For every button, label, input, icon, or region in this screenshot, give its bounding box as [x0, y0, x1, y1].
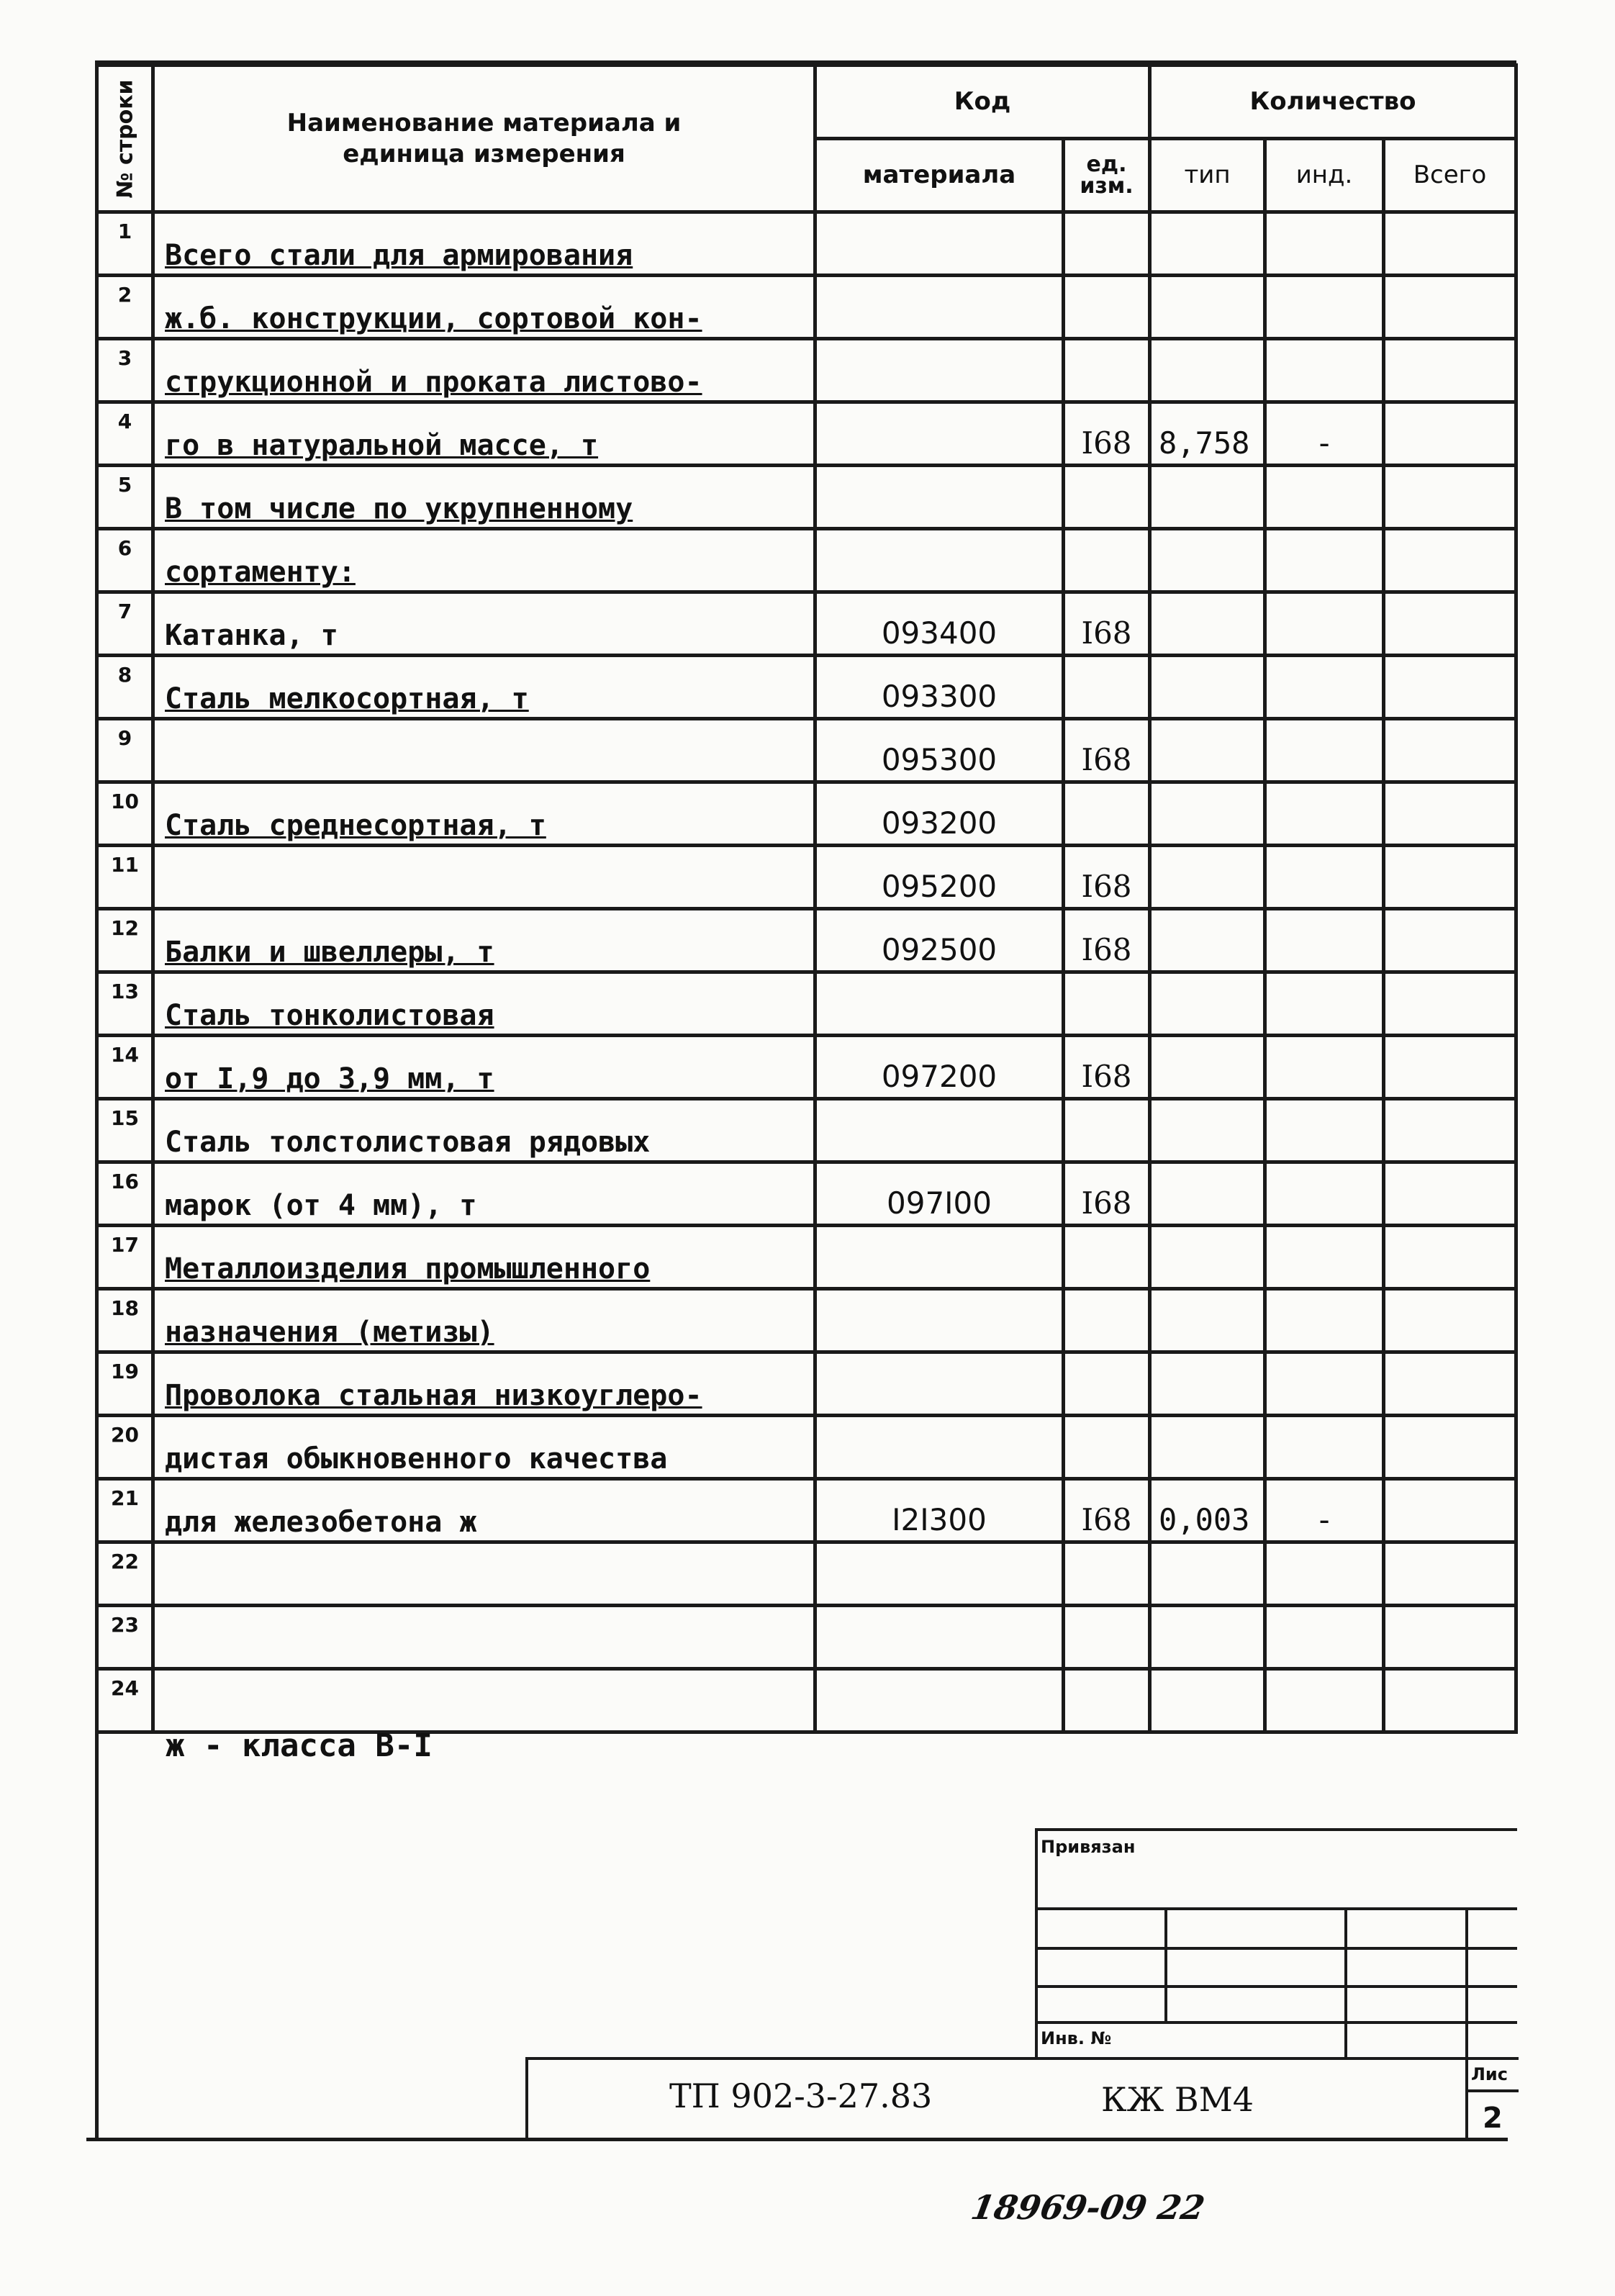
qty-total: [1384, 656, 1516, 719]
table-row: [97, 1352, 1516, 1416]
material-code: [815, 972, 1064, 1036]
table-row: [97, 1606, 1516, 1669]
material-code: [815, 402, 1064, 466]
material-code: 097I00: [815, 1162, 1064, 1226]
material-name: назначения (метизы): [153, 1289, 815, 1352]
unit-code: [1064, 656, 1150, 719]
material-name: Сталь толстолистовая рядовых: [153, 1099, 815, 1162]
unit-code: [1064, 1226, 1150, 1289]
qty-total: [1384, 1226, 1516, 1289]
qty-ind: [1265, 1352, 1384, 1416]
unit-code: [1064, 276, 1150, 339]
linked-label: Привязан: [1041, 1837, 1136, 1857]
qty-ind: -: [1265, 402, 1384, 466]
qty-total: [1384, 1542, 1516, 1606]
qty-total: [1384, 1162, 1516, 1226]
row-number: 24: [97, 1669, 153, 1732]
row-number: 6: [97, 529, 153, 592]
qty-typ: [1150, 782, 1265, 846]
material-code-header: материала: [815, 139, 1064, 212]
table-row: [97, 1542, 1516, 1606]
qty-typ: [1150, 1162, 1265, 1226]
qty-ind: -: [1265, 1479, 1384, 1542]
unit-code: I68: [1064, 846, 1150, 909]
row-number: 18: [97, 1289, 153, 1352]
table-row: [97, 656, 1516, 719]
qty-typ: [1150, 212, 1265, 276]
material-name: Всего стали для армирования: [153, 212, 815, 276]
row-number: 7: [97, 592, 153, 656]
qty-typ: [1150, 1669, 1265, 1732]
material-name: Проволока стальная низкоуглеро-: [153, 1352, 815, 1416]
stamp-v2: [1344, 1907, 1347, 2058]
material-code: I2I300: [815, 1479, 1064, 1542]
qty-total: [1384, 1099, 1516, 1162]
unit-code: [1064, 1352, 1150, 1416]
material-name: Катанка, т: [153, 592, 815, 656]
stamp-v1: [1164, 1907, 1167, 2022]
material-name: Сталь мелкосортная, т: [153, 656, 815, 719]
sheet-number: 2: [1483, 2102, 1503, 2135]
inventory-label: Инв. №: [1041, 2028, 1112, 2048]
material-name: Металлоизделия промышленного: [153, 1226, 815, 1289]
qty-total: [1384, 1352, 1516, 1416]
qty-typ: 8,758: [1150, 402, 1265, 466]
material-code: [815, 1606, 1064, 1669]
unit-code: I68: [1064, 1036, 1150, 1099]
qty-ind: [1265, 846, 1384, 909]
material-name: [153, 846, 815, 909]
qty-ind: [1265, 466, 1384, 529]
material-name: В том числе по укрупненному: [153, 466, 815, 529]
code-group-header: Код: [815, 65, 1150, 139]
material-code: 095200: [815, 846, 1064, 909]
row-number-header: № строки: [97, 65, 153, 212]
quantity-group-header: Количество: [1150, 65, 1516, 139]
qty-typ: [1150, 276, 1265, 339]
material-code: [815, 1226, 1064, 1289]
stamp-v3: [1465, 1907, 1468, 2058]
table-row: [97, 846, 1516, 909]
row-number: 11: [97, 846, 153, 909]
unit-code: I68: [1064, 909, 1150, 972]
table-row: [97, 1036, 1516, 1099]
material-name: дистая обыкновенного качества: [153, 1416, 815, 1479]
qty-total: [1384, 1479, 1516, 1542]
qty-typ: [1150, 1352, 1265, 1416]
qty-total: [1384, 212, 1516, 276]
qty-ind: [1265, 1162, 1384, 1226]
qty-typ: [1150, 719, 1265, 782]
qty-total: [1384, 529, 1516, 592]
qty-total: [1384, 846, 1516, 909]
material-name: [153, 1606, 815, 1669]
row-number: 3: [97, 339, 153, 402]
row-number: 8: [97, 656, 153, 719]
row-number: 14: [97, 1036, 153, 1099]
qty-typ: [1150, 1606, 1265, 1669]
table-row: [97, 212, 1516, 276]
unit-code: [1064, 972, 1150, 1036]
unit-code: [1064, 529, 1150, 592]
table-row: [97, 1099, 1516, 1162]
material-name-header: Наименование материала и единица измерения: [153, 65, 815, 212]
table-row: [97, 909, 1516, 972]
row-number: 13: [97, 972, 153, 1036]
qty-ind: [1265, 1542, 1384, 1606]
material-name: ж.б. конструкции, сортовой кон-: [153, 276, 815, 339]
qty-ind-header: инд.: [1265, 139, 1384, 212]
unit-code: [1064, 466, 1150, 529]
qty-typ: [1150, 1226, 1265, 1289]
material-code: 095300: [815, 719, 1064, 782]
material-name: [153, 1542, 815, 1606]
material-name: для железобетона ж: [153, 1479, 815, 1542]
material-name: струкционной и проката листово-: [153, 339, 815, 402]
material-code: [815, 1416, 1064, 1479]
title-block-sheet-hline: [1465, 2089, 1519, 2092]
qty-typ: [1150, 909, 1265, 972]
unit-code: [1064, 1606, 1150, 1669]
row-number: 22: [97, 1542, 153, 1606]
table-row: [97, 276, 1516, 339]
material-name: Сталь среднесортная, т: [153, 782, 815, 846]
materials-table: [95, 63, 1518, 1734]
qty-typ: [1150, 339, 1265, 402]
material-name: го в натуральной массе, т: [153, 402, 815, 466]
qty-total: [1384, 972, 1516, 1036]
stamp-outer-left: [1035, 1828, 1038, 2058]
table-row: [97, 466, 1516, 529]
title-block-sheet-divider: [1465, 2057, 1468, 2141]
designation-left: ТП 902-3-27.83: [669, 2076, 933, 2115]
frame-bottom-line: [86, 2138, 1508, 2141]
material-code: [815, 529, 1064, 592]
unit-code: I68: [1064, 592, 1150, 656]
material-code: [815, 1542, 1064, 1606]
qty-typ: [1150, 846, 1265, 909]
row-number: 20: [97, 1416, 153, 1479]
row-number: 1: [97, 212, 153, 276]
material-code: [815, 1669, 1064, 1732]
unit-code: [1064, 212, 1150, 276]
unit-code: [1064, 782, 1150, 846]
qty-total: [1384, 592, 1516, 656]
qty-total: [1384, 909, 1516, 972]
row-number: 15: [97, 1099, 153, 1162]
qty-total: [1384, 339, 1516, 402]
material-code: [815, 1352, 1064, 1416]
qty-ind: [1265, 719, 1384, 782]
qty-total: [1384, 1036, 1516, 1099]
qty-typ: [1150, 529, 1265, 592]
qty-total: [1384, 276, 1516, 339]
table-row: [97, 719, 1516, 782]
designation-right: КЖ ВМ4: [1101, 2080, 1254, 2119]
material-name: от I,9 до 3,9 мм, т: [153, 1036, 815, 1099]
qty-typ: [1150, 466, 1265, 529]
qty-ind: [1265, 592, 1384, 656]
row-number: 23: [97, 1606, 153, 1669]
qty-ind: [1265, 1289, 1384, 1352]
table-row: [97, 339, 1516, 402]
qty-ind: [1265, 276, 1384, 339]
material-name: [153, 719, 815, 782]
unit-code: I68: [1064, 719, 1150, 782]
stamp-h2: [1035, 1947, 1517, 1950]
qty-ind: [1265, 212, 1384, 276]
qty-ind: [1265, 782, 1384, 846]
qty-ind: [1265, 1036, 1384, 1099]
table-row: [97, 1162, 1516, 1226]
row-number: 4: [97, 402, 153, 466]
material-name: Сталь тонколистовая: [153, 972, 815, 1036]
stamp-h4: [1035, 2021, 1517, 2024]
qty-total: [1384, 1606, 1516, 1669]
table-row: [97, 592, 1516, 656]
table-row: [97, 1416, 1516, 1479]
qty-total: [1384, 1416, 1516, 1479]
qty-ind: [1265, 909, 1384, 972]
table-row: [97, 972, 1516, 1036]
table-row: [97, 402, 1516, 466]
archive-number: 18969-09 22: [968, 2188, 1208, 2227]
table-row: [97, 1479, 1516, 1542]
qty-typ: [1150, 1036, 1265, 1099]
row-number: 21: [97, 1479, 153, 1542]
qty-ind: [1265, 339, 1384, 402]
row-number: 9: [97, 719, 153, 782]
material-name: сортаменту:: [153, 529, 815, 592]
qty-total: [1384, 1289, 1516, 1352]
unit-code: I68: [1064, 402, 1150, 466]
title-block-left: [525, 2057, 528, 2141]
stamp-h3: [1035, 1985, 1517, 1988]
material-code: 093400: [815, 592, 1064, 656]
qty-total-header: Всего: [1384, 139, 1516, 212]
qty-typ: [1150, 972, 1265, 1036]
row-number: 10: [97, 782, 153, 846]
material-code: [815, 1289, 1064, 1352]
qty-ind: [1265, 1669, 1384, 1732]
material-code: [815, 466, 1064, 529]
row-number: 16: [97, 1162, 153, 1226]
qty-total: [1384, 719, 1516, 782]
table-row: [97, 1226, 1516, 1289]
footnote: ж - класса B-I: [166, 1727, 433, 1764]
qty-ind: [1265, 1099, 1384, 1162]
qty-typ: [1150, 1289, 1265, 1352]
material-code: [815, 339, 1064, 402]
qty-typ: [1150, 592, 1265, 656]
material-code: 093300: [815, 656, 1064, 719]
material-name: Балки и швеллеры, т: [153, 909, 815, 972]
table-row: [97, 1289, 1516, 1352]
unit-code-header: ед. изм.: [1064, 139, 1150, 212]
material-code: 097200: [815, 1036, 1064, 1099]
qty-typ: [1150, 656, 1265, 719]
sheet-label: Лис: [1471, 2064, 1508, 2084]
unit-code: I68: [1064, 1162, 1150, 1226]
stamp-top: [1035, 1828, 1517, 1831]
material-code: [815, 212, 1064, 276]
qty-typ: [1150, 1099, 1265, 1162]
qty-total: [1384, 402, 1516, 466]
material-name: марок (от 4 мм), т: [153, 1162, 815, 1226]
table-row: [97, 1669, 1516, 1732]
unit-code: [1064, 339, 1150, 402]
table-row: [97, 529, 1516, 592]
qty-ind: [1265, 656, 1384, 719]
qty-total: [1384, 1669, 1516, 1732]
stamp-h1: [1035, 1907, 1517, 1910]
row-number: 17: [97, 1226, 153, 1289]
title-block-top: [525, 2057, 1519, 2060]
unit-code: [1064, 1542, 1150, 1606]
qty-ind: [1265, 1606, 1384, 1669]
unit-code: [1064, 1099, 1150, 1162]
qty-total: [1384, 466, 1516, 529]
qty-typ: 0,003: [1150, 1479, 1265, 1542]
qty-typ: [1150, 1416, 1265, 1479]
table-row: [97, 782, 1516, 846]
material-code: [815, 276, 1064, 339]
material-code: 092500: [815, 909, 1064, 972]
qty-typ-header: тип: [1150, 139, 1265, 212]
row-number: 2: [97, 276, 153, 339]
qty-typ: [1150, 1542, 1265, 1606]
row-number: 12: [97, 909, 153, 972]
unit-code: [1064, 1416, 1150, 1479]
unit-code: I68: [1064, 1479, 1150, 1542]
qty-ind: [1265, 1416, 1384, 1479]
qty-ind: [1265, 972, 1384, 1036]
material-code: 093200: [815, 782, 1064, 846]
qty-ind: [1265, 529, 1384, 592]
material-name: [153, 1669, 815, 1732]
unit-code: [1064, 1669, 1150, 1732]
qty-ind: [1265, 1226, 1384, 1289]
material-code: [815, 1099, 1064, 1162]
qty-total: [1384, 782, 1516, 846]
unit-code: [1064, 1289, 1150, 1352]
row-number: 5: [97, 466, 153, 529]
row-number: 19: [97, 1352, 153, 1416]
